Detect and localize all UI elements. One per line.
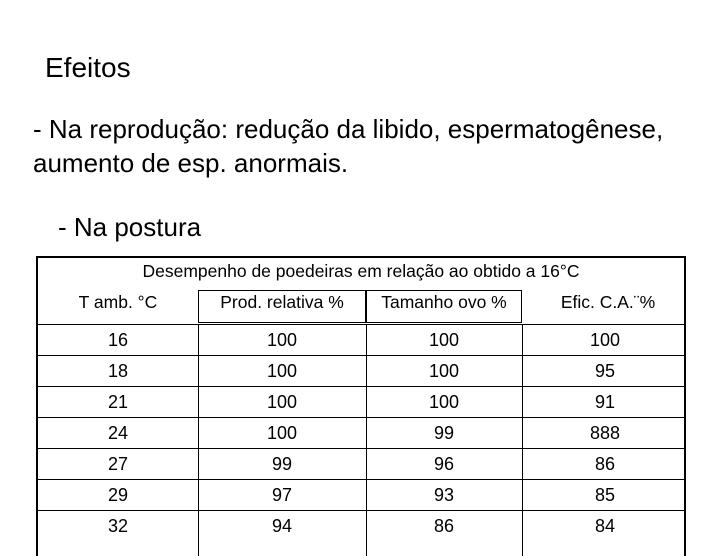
cell-efficiency: 86 <box>594 454 616 474</box>
cell-egg-size: 96 <box>433 454 455 474</box>
table-header-row <box>38 290 684 323</box>
cell-temp: 29 <box>107 485 129 505</box>
cell-efficiency: 91 <box>594 392 616 412</box>
cell-production: 100 <box>266 361 298 381</box>
cell-egg-size: 100 <box>428 361 460 381</box>
cell-production: 100 <box>266 423 298 443</box>
bullet-reproduction: - Na reprodução: redução da libido, espermatogênese, aumento de esp. anormais. <box>33 114 664 178</box>
cell-efficiency: 100 <box>589 330 621 350</box>
cell-egg-size: 99 <box>433 423 455 443</box>
cell-production: 100 <box>266 392 298 412</box>
table-caption: Desempenho de poedeiras em relação ao obtido a 16°C <box>142 261 580 281</box>
cell-efficiency: 95 <box>594 361 616 381</box>
cell-efficiency: 84 <box>594 516 616 536</box>
cell-temp: 27 <box>107 454 129 474</box>
cell-production: 94 <box>271 516 293 536</box>
cell-temp: 16 <box>107 330 129 350</box>
cell-production: 100 <box>266 330 298 350</box>
table-row <box>38 448 684 479</box>
slide-title: Efeitos <box>45 52 131 83</box>
cell-temp: 24 <box>107 423 129 443</box>
bullet-laying: - Na postura <box>58 212 202 242</box>
table-row <box>38 510 684 541</box>
table-row <box>38 355 684 386</box>
table-body <box>38 324 684 541</box>
header-egg-size: Tamanho ovo % <box>381 292 507 312</box>
table-row <box>38 417 684 448</box>
cell-efficiency: 888 <box>589 423 621 443</box>
header-temp: T amb. °C <box>78 292 158 312</box>
cell-production: 97 <box>271 485 293 505</box>
cell-production: 99 <box>271 454 293 474</box>
cell-egg-size: 100 <box>428 392 460 412</box>
table-row <box>38 479 684 510</box>
cell-efficiency: 85 <box>594 485 616 505</box>
table-row <box>38 386 684 417</box>
cell-egg-size: 86 <box>433 516 455 536</box>
table-row <box>38 324 684 355</box>
performance-table <box>36 256 686 556</box>
cell-egg-size: 93 <box>433 485 455 505</box>
cell-temp: 18 <box>107 361 129 381</box>
cell-egg-size: 100 <box>428 330 460 350</box>
cell-temp: 32 <box>107 516 129 536</box>
header-feed-efficiency: Efic. C.A.¨% <box>560 292 656 312</box>
cell-temp: 21 <box>107 392 129 412</box>
header-relative-production: Prod. relativa % <box>220 292 344 312</box>
